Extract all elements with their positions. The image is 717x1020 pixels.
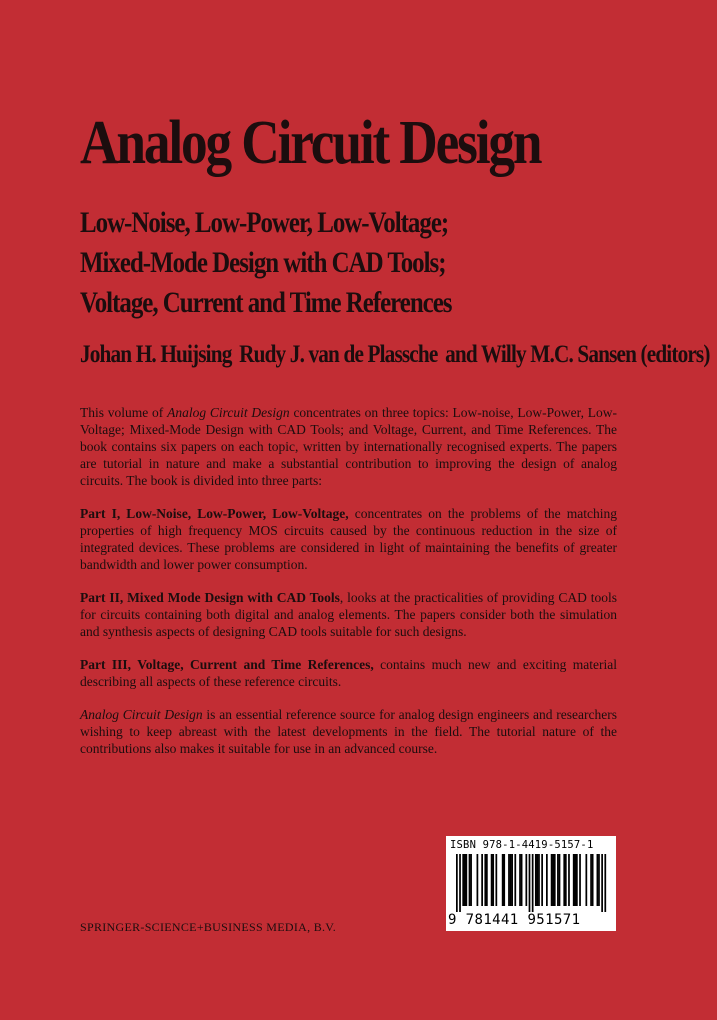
- barcode-bar: [590, 854, 592, 906]
- barcode-bar: [563, 854, 565, 906]
- barcode-bar: [604, 854, 606, 912]
- barcode-bar: [486, 854, 488, 906]
- barcode-bar: [503, 854, 505, 906]
- isbn-label: ISBN 978-1-4419-5157-1: [450, 839, 594, 851]
- closing-paragraph: [80, 706, 617, 757]
- barcode-bar: [568, 854, 570, 906]
- barcode-bar: [597, 854, 599, 906]
- barcode-bar: [574, 854, 576, 906]
- barcode-bar: [519, 854, 521, 906]
- barcode-bar: [529, 854, 531, 912]
- barcode-graphic: [456, 854, 606, 912]
- barcode-bar: [464, 854, 466, 906]
- barcode-bar: [484, 854, 486, 906]
- barcode-bar: [537, 854, 539, 906]
- barcode-bar: [573, 854, 575, 906]
- barcode-bar: [554, 854, 556, 906]
- barcode-bar: [508, 854, 510, 906]
- barcode-bar: [532, 854, 534, 912]
- author: Johan H. Huijsing: [80, 341, 232, 368]
- barcode-bar: [514, 854, 516, 906]
- barcode-bar: [592, 854, 594, 906]
- part2-label: Part II, Mixed Mode Design with CAD Tools: [80, 590, 340, 605]
- barcode-bar: [579, 854, 581, 906]
- intro-paragraph: [80, 404, 617, 489]
- barcode-bar: [469, 854, 471, 906]
- barcode-bar: [465, 854, 467, 906]
- barcode-bar: [559, 854, 561, 906]
- part3-paragraph: [80, 656, 617, 690]
- barcode-bar: [565, 854, 567, 906]
- author: and Willy M.C. Sansen (editors): [445, 341, 710, 368]
- barcode-bar: [492, 854, 494, 906]
- barcode-bar: [511, 854, 513, 906]
- barcode-bar: [541, 854, 543, 906]
- barcode-bar: [557, 854, 559, 906]
- barcode-bar: [521, 854, 523, 906]
- closing-text: is an essential reference source for analog design engineers and researchers wishing to keep abreast with the latest developments in the field. The tutorial nature of the contributions also makes it suitable for use in an advanced course.: [80, 707, 617, 756]
- barcode-bar: [576, 854, 578, 906]
- part1-text: concentrates on the problems of the matching properties of high frequency MOS circuits caused by the continuous reduction in the size of integrated devices. These problems are considered in light of maintaining the benefits of greater bandwidth and lower power consumption.: [80, 506, 617, 572]
- barcode-bar: [462, 854, 464, 906]
- barcode-bar: [470, 854, 472, 906]
- book-description: [80, 404, 617, 773]
- part1-label: Part I, Low-Noise, Low-Power, Low-Voltage,: [80, 506, 349, 521]
- barcode-bar: [585, 854, 587, 906]
- barcode-bar: [491, 854, 493, 906]
- book-title: Analog Circuit Design: [80, 109, 541, 177]
- part3-label: Part III, Voltage, Current and Time References,: [80, 657, 374, 672]
- barcode-bar: [552, 854, 554, 906]
- barcode-bar: [546, 854, 548, 906]
- barcode-bar: [456, 854, 458, 912]
- barcode-bar: [598, 854, 600, 906]
- subtitle-line: Mixed-Mode Design with CAD Tools;: [80, 246, 446, 279]
- barcode-bar: [510, 854, 512, 906]
- barcode-bar: [538, 854, 540, 906]
- intro-text: This volume of: [80, 405, 168, 420]
- barcode-bar: [502, 854, 504, 906]
- intro-text: concentrates on three topics: Low-noise, Low-Power, Low-Voltage; Mixed-Mode Design with CAD Tools; and Voltage, Current, and Time References. The book contains six papers on each topic, written by internationally recognised experts. The papers are tutorial in nature and make a substantial contribution to improving the design of analog circuits. The book is divided into three parts:: [80, 405, 617, 488]
- barcode-bar: [525, 854, 527, 906]
- barcode-bar: [601, 854, 603, 912]
- closing-title-italic: Analog Circuit Design: [80, 707, 203, 722]
- part2-paragraph: [80, 589, 617, 640]
- part1-paragraph: [80, 505, 617, 573]
- barcode-bar: [495, 854, 497, 906]
- barcode-bar: [535, 854, 537, 906]
- barcode-bar: [459, 854, 461, 912]
- isbn-barcode-box: [446, 836, 616, 931]
- subtitle-line: Voltage, Current and Time References: [80, 286, 452, 319]
- subtitle-line: Low-Noise, Low-Power, Low-Voltage;: [80, 206, 449, 239]
- book-subtitle: [80, 203, 452, 323]
- publisher-name: SPRINGER-SCIENCE+BUSINESS MEDIA, B.V.: [80, 920, 337, 934]
- part3-text: contains much new and exciting material describing all aspects of these reference circuits.: [80, 657, 617, 689]
- part2-text: , looks at the practicalities of providing CAD tools for circuits containing both digital and analog elements. The papers consider both the simulation and synthesis aspects of designing CAD tools suitable for such designs.: [80, 590, 617, 639]
- barcode-bar: [481, 854, 483, 906]
- ean-digits: 9 781441 951571: [448, 912, 581, 928]
- barcode-bar: [477, 854, 479, 906]
- intro-title-italic: Analog Circuit Design: [167, 405, 290, 420]
- author: Rudy J. van de Plassche: [239, 341, 438, 368]
- barcode-bar: [551, 854, 553, 906]
- authors-line: [80, 342, 717, 367]
